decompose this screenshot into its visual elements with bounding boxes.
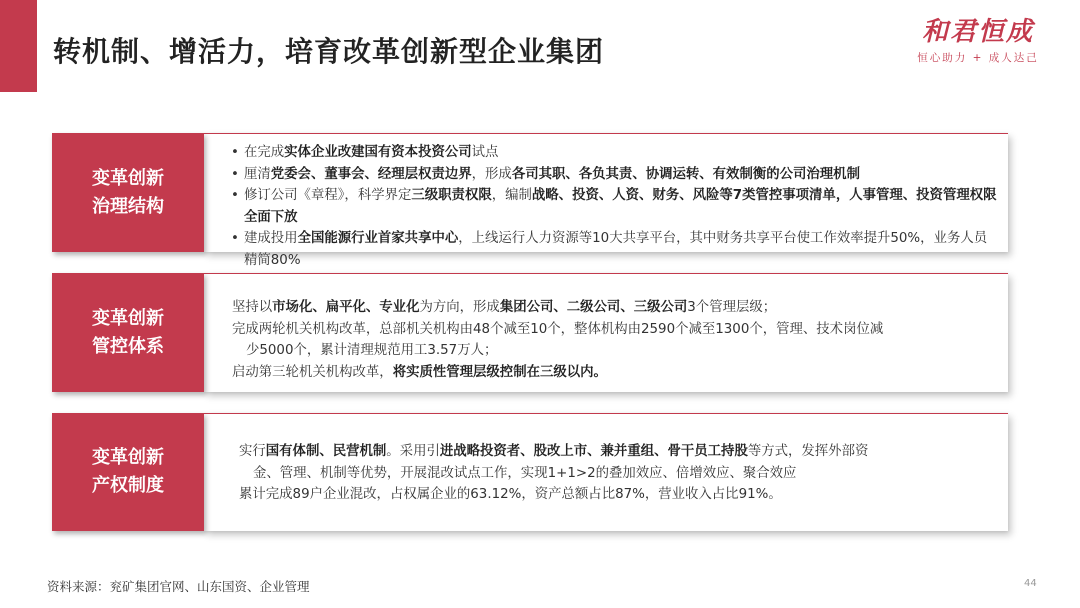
content-line: 完成两轮机关机构改革，总部机关机构由48个减至10个，整体机构由2590个减至1300个，管理、技术岗位减 bbox=[232, 321, 884, 337]
logo-tagline: 恒心助力 + 成人达己 bbox=[917, 52, 1039, 64]
bullet-item: • 修订公司《章程》，科学界定三级职责权限，编制战略、投资、人资、财务、风险等7类管控事项清单，人事管理、投资管理权限全面下放 bbox=[230, 185, 1000, 228]
page-number: 44 bbox=[1024, 578, 1037, 589]
section-content-property bbox=[239, 441, 1001, 506]
company-logo bbox=[896, 18, 1060, 68]
bullet-item: • 厘清党委会、董事会、经理层权责边界，形成各司其职、各负其责、协调运转、有效制衡的公司治理机制 bbox=[230, 164, 1000, 186]
content-line: 累计完成89户企业混改，占权属企业的63.12%，资产总额占比87%，营业收入占比91%。 bbox=[239, 487, 782, 502]
section-label-property: 变革创新 产权制度 bbox=[52, 413, 204, 531]
content-line: 金、管理、机制等优势，开展混改试点工作，实现1+1>2的叠加效应、倍增效应、聚合效应 bbox=[253, 465, 797, 481]
content-line: 少5000个，累计清理规范用工3.57万人； bbox=[246, 343, 498, 358]
section-property bbox=[52, 413, 1008, 531]
section-governance bbox=[52, 133, 1008, 268]
section-control bbox=[52, 273, 1008, 392]
title-accent-bar bbox=[0, 0, 37, 92]
content-line: 坚持以市场化、扁平化、专业化为方向，形成集团公司、二级公司、三级公司3个管理层级； bbox=[232, 300, 777, 315]
content-line: 启动第三轮机关机构改革，将实质性管理层级控制在三级以内。 bbox=[232, 364, 607, 380]
bullet-item: • 建成投用全国能源行业首家共享中心，上线运行人力资源等10大共享平台，其中财务共享平台使工作效率提升50%，业务人员精简80% bbox=[230, 228, 1000, 271]
section-label-control: 变革创新 管控体系 bbox=[52, 273, 204, 392]
logo-name: 和君恒成 bbox=[921, 17, 1034, 47]
content-line: 实行国有体制、民营机制。采用引进战略投资者、股改上市、兼并重组、骨干员工持股等方式，发挥外部资 bbox=[239, 444, 869, 459]
section-content-control bbox=[232, 297, 1002, 383]
section-content-governance bbox=[230, 142, 1000, 271]
section-label-governance: 变革创新 治理结构 bbox=[52, 133, 204, 252]
bullet-item: • 在完成实体企业改建国有资本投资公司试点 bbox=[230, 142, 1000, 164]
slide-title: 转机制、增活力，培育改革创新型企业集团 bbox=[53, 35, 605, 68]
source-note: 资料来源：兖矿集团官网、山东国资、企业管理 bbox=[47, 579, 310, 594]
